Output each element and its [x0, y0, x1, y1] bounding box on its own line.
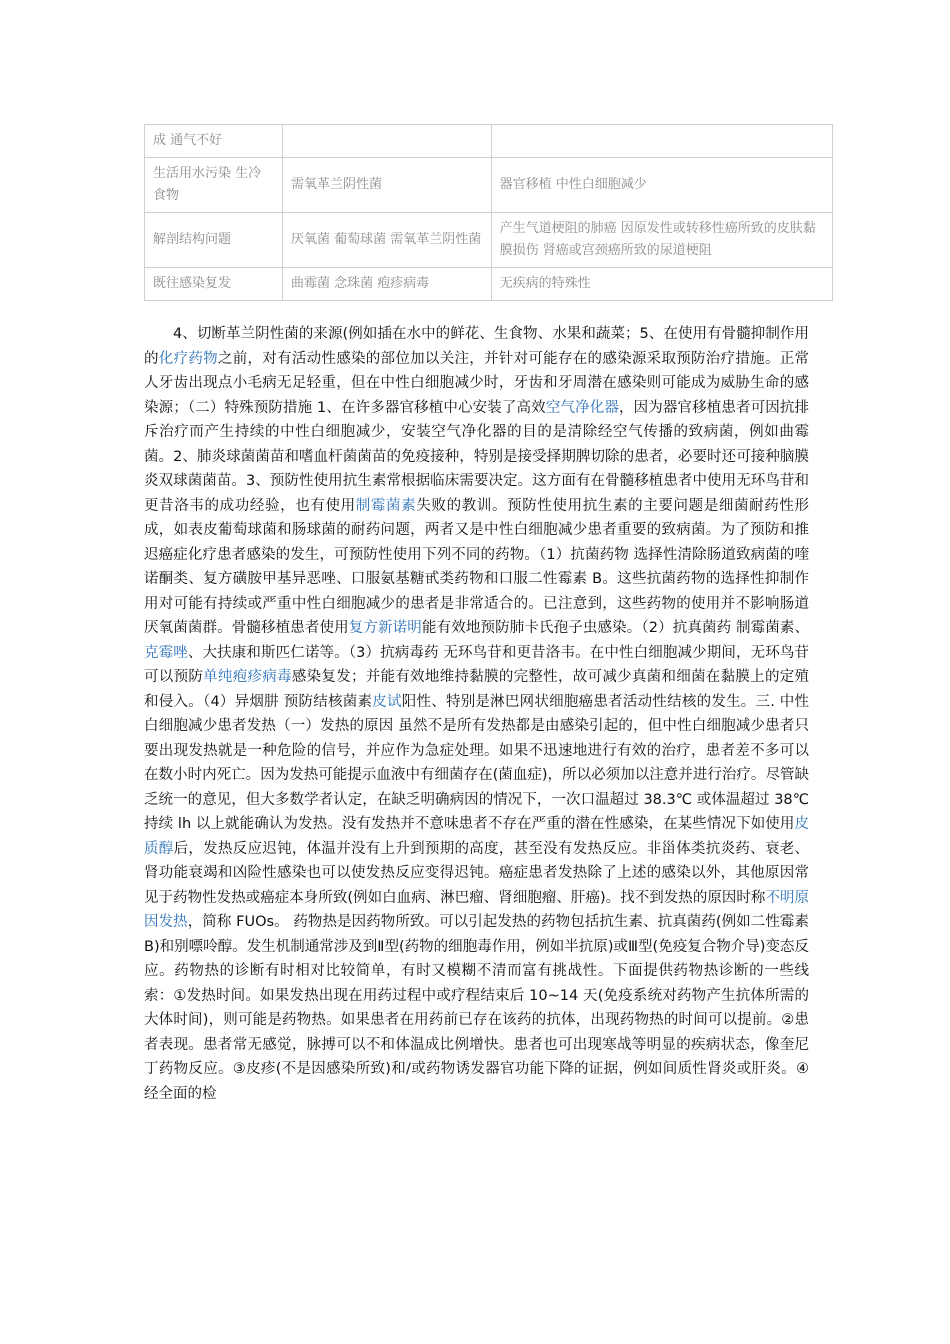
table-cell: 解剖结构问题: [145, 213, 283, 268]
infection-risk-table: [144, 124, 833, 301]
text-segment: 失败的教训。预防性使用抗生素的主要问题是细菌耐药性形成，如表皮葡萄球菌和肠球菌的耐药问题，两者又是中性白细胞减少患者重要的致病菌。为了预防和推迟癌症化疗患者感染的发生，可预防性使用下列不同的药物。（1）抗菌药物 选择性清除肠道致病菌的喹诺酮类、复方磺胺甲基异恶唑、口服氨基糖甙类药物和口服二性霉素 B。这些抗菌药物的选择性抑制作用对可能有持续或严重中性白细胞减少的患者是非常适合的。已注意到，这些药物的使用并不影响肠道厌氧菌菌群。骨髓移植患者使用: [144, 497, 810, 636]
table-cell: 器官移植 中性白细胞减少: [491, 158, 832, 213]
text-segment: 感染复发；并能有效地维持黏膜的完整性，故可减少真菌和细菌在黏膜上的定殖和侵入。（4）异烟肼 预防结核菌素: [144, 669, 810, 710]
table-row: [145, 158, 833, 213]
table-cell: [491, 125, 832, 158]
text-segment: ，简称 FUOs。 药物热是因药物所致。可以引起发热的药物包括抗生素、抗真菌药(例如二性霉素 B)和别嘌呤醇。发生机制通常涉及到Ⅱ型(药物的细胞毒作用，例如半抗原)或Ⅲ型(免疫复合物介导)变态反应。药物热的诊断有时相对比较简单，有时又模糊不清而富有挑战性。下面提供药物热诊断的一些线索：①发热时间。如果发热出现在用药过程中或疗程结束后 10~14 天(免疫系统对药物产生抗体所需的大体时间)，则可能是药物热。如果患者在用药前已存在该药的抗体，出现药物热的时间可以提前。②患者表现。患者常无感觉，脉搏可以不和体温成比例增快。患者也可出现寒战等明显的疾病状态，像奎尼丁药物反应。③皮疹(不是因感染所致)和/或药物诱发器官功能下降的证据，例如间质性肾炎或肝炎。④经全面的检: [144, 914, 810, 1102]
table-row: [145, 268, 833, 301]
text-segment: ，因为器官移植患者可因抗排斥治疗而产生持续的中性白细胞减少，安装空气净化器的目的是清除经空气传播的致病菌，例如曲霉菌。2、肺炎球菌菌苗和嗜血杆菌菌苗的免疫接种，特别是接受择期脾切除的患者，必要时还可接种脑膜炎双球菌菌苗。3、预防性使用抗生素常根据临床需要决定。这方面有在骨髓移植患者中使用无环鸟苷和更昔洛韦的成功经验，也有使用: [144, 399, 810, 514]
inline-link[interactable]: 单纯疱疹病毒: [203, 669, 292, 685]
inline-link[interactable]: 制霉菌素: [355, 497, 417, 514]
table-cell: 既往感染复发: [145, 268, 283, 301]
inline-link[interactable]: 皮质醇: [144, 816, 809, 857]
table-cell: [283, 125, 492, 158]
inline-link[interactable]: 化疗药物: [158, 350, 218, 367]
text-segment: 后，发热反应迟钝，体温并没有上升到预期的高度，甚至没有发热反应。非甾体类抗炎药、衰老、肾功能衰竭和凶险性感染也可以使发热反应变得迟钝。癌症患者发热除了上述的感染以外，其他原因常见于药物性发热或癌症本身所致(例如白血病、淋巴瘤、肾细胞瘤、肝癌)。找不到发热的原因时称: [144, 840, 810, 906]
table-cell: 成 通气不好: [145, 125, 283, 158]
table-cell: 无疾病的特殊性: [491, 268, 832, 301]
text-segment: 4、切断革兰阴性菌的来源(例如插在水中的鲜花、生食物、水果和蔬菜；5、在使用有骨髓抑制作用的: [144, 326, 809, 367]
table-cell: 生活用水污染 生冷食物: [145, 158, 283, 213]
inline-link[interactable]: 皮试: [372, 693, 402, 710]
text-segment: 阳性、特别是淋巴网状细胞癌患者活动性结核的发生。三. 中性白细胞减少患者发热（一）发热的原因 虽然不是所有发热都是由感染引起的，但中性白细胞减少患者只要出现发热就是一种危险的信号，并应作为急症处理。如果不迅速地进行有效的治疗，患者差不多可以在数小时内死亡。因为发热可能提示血液中有细菌存在(菌血症)，所以必须加以注意并进行治疗。尽管缺乏统一的意见，但大多数学者认定，在缺乏明确病因的情况下，一次口温超过 38.3℃ 或体温超过 38℃持续 lh 以上就能确认为发热。没有发热并不意味患者不存在严重的潜在性感染，在某些情况下如使用: [144, 693, 810, 832]
body-paragraph: [144, 322, 809, 1106]
table-cell: 曲霉菌 念珠菌 疱疹病毒: [283, 268, 492, 301]
table-cell: 需氧革兰阴性菌: [283, 158, 492, 213]
table-row: [145, 213, 833, 268]
text-segment: 之前，对有活动性感染的部位加以关注，并针对可能存在的感染源采取预防治疗措施。正常人牙齿出现点小毛病无足轻重，但在中性白细胞减少时，牙齿和牙周潜在感染则可能成为威胁生命的感染源；（二）特殊预防措施 1、在许多器官移植中心安装了高效: [144, 350, 810, 416]
table-row: [145, 125, 833, 158]
inline-link[interactable]: 克霉唑: [144, 644, 188, 661]
table-cell: 厌氧菌 葡萄球菌 需氧革兰阴性菌: [283, 213, 492, 268]
text-segment: 能有效地预防肺卡氏孢子虫感染。（2）抗真菌药 制霉菌素、: [421, 620, 810, 636]
inline-link[interactable]: 复方新诺明: [348, 620, 422, 636]
inline-link[interactable]: 空气净化器: [545, 399, 619, 416]
table-cell: 产生气道梗阻的肺癌 因原发性或转移性癌所致的皮肤黏膜损伤 肾癌或宫颈癌所致的尿道梗阻: [491, 213, 832, 268]
text-segment: 、大扶康和斯匹仁诺等。（3）抗病毒药 无环鸟苷和更昔洛韦。在中性白细胞减少期间，无环鸟苷可以预防: [144, 644, 809, 685]
inline-link[interactable]: 不明原因发热: [144, 889, 810, 930]
